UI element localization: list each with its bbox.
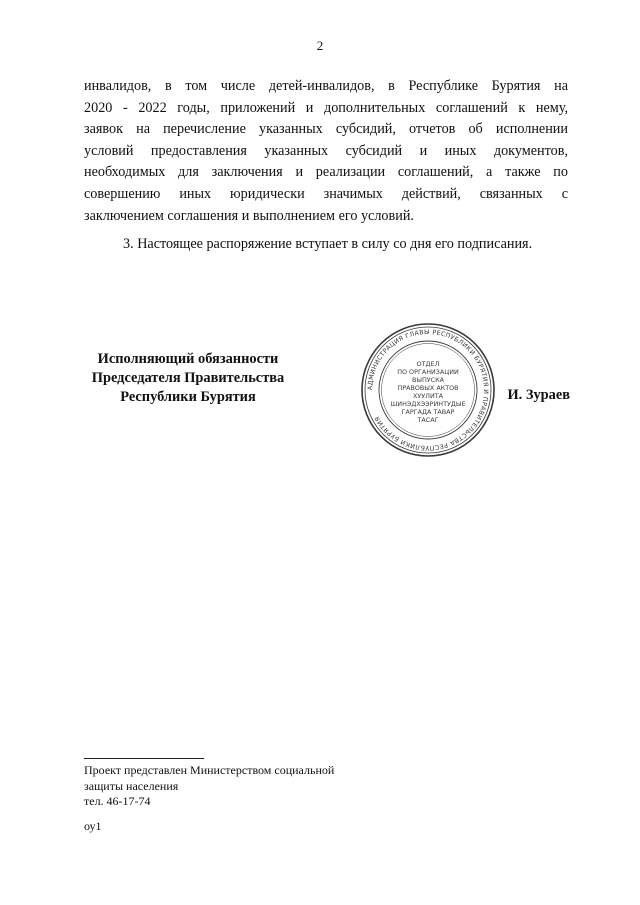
paragraph-line: совершению иных юридически значимых действий, связанных с: [84, 185, 568, 202]
footnote-line: тел. 46-17-74: [84, 794, 151, 808]
signer-title: [72, 350, 304, 407]
seal-inner-line: ТАСАГ: [417, 416, 439, 424]
signer-title-line: Исполняющий обязанности: [97, 351, 279, 367]
paragraph-line: 2020 - 2022 годы, приложений и дополнительных соглашений к нему,: [84, 99, 568, 116]
paragraph-line: необходимых для заключения и реализации соглашений, а также по: [84, 164, 568, 181]
document-code: оу1: [84, 818, 102, 833]
paragraph-line: заключением соглашения и выполнением его условий.: [84, 207, 414, 224]
seal-inner-line: ШИНЭДХЭЭРИНТУДЫЕ: [390, 400, 466, 408]
footnote-divider: [84, 758, 204, 759]
page-number: 2: [316, 38, 324, 53]
seal-inner-line: ВЫПУСКА: [411, 376, 445, 384]
signer-title-line: Республики Бурятия: [120, 389, 256, 405]
seal-inner-line: ПО ОРГАНИЗАЦИИ: [397, 368, 459, 376]
paragraph-line: инвалидов, в том числе детей-инвалидов, в Республике Бурятия на: [84, 78, 568, 94]
official-seal-stamp: [360, 322, 496, 458]
seal-inner-line: ОТДЕЛ: [416, 360, 440, 368]
signer-name: И. Зураев: [507, 387, 570, 403]
footnote-line: защиты населения: [84, 778, 179, 793]
paragraph-line: заявок на перечисление указанных субсидий, отчетов об исполнении: [84, 121, 568, 138]
seal-outer-text: АДМИНИСТРАЦИЯ ГЛАВЫ РЕСПУБЛИКИ БУРЯТИЯ И ПРАВИТЕЛЬСТВА РЕСПУБЛИКИ БУРЯТИЯ: [366, 328, 490, 452]
clause-3: 3. Настоящее распоряжение вступает в силу со дня его подписания.: [123, 236, 533, 252]
seal-inner-line: ГАРГАДА ТАВАР: [401, 408, 455, 416]
paragraph-continuation: [84, 76, 568, 227]
footnote: [84, 763, 334, 834]
paragraph-line: условий предоставления указанных субсидий и иных документов,: [84, 142, 568, 159]
seal-inner-line: ПРАВОВЫХ АКТОВ: [397, 384, 459, 392]
signer-title-line: Председателя Правительства: [91, 370, 285, 386]
footnote-line: Проект представлен Министерством социальной: [84, 763, 335, 777]
seal-inner-line: ХУУЛИТА: [412, 392, 444, 400]
